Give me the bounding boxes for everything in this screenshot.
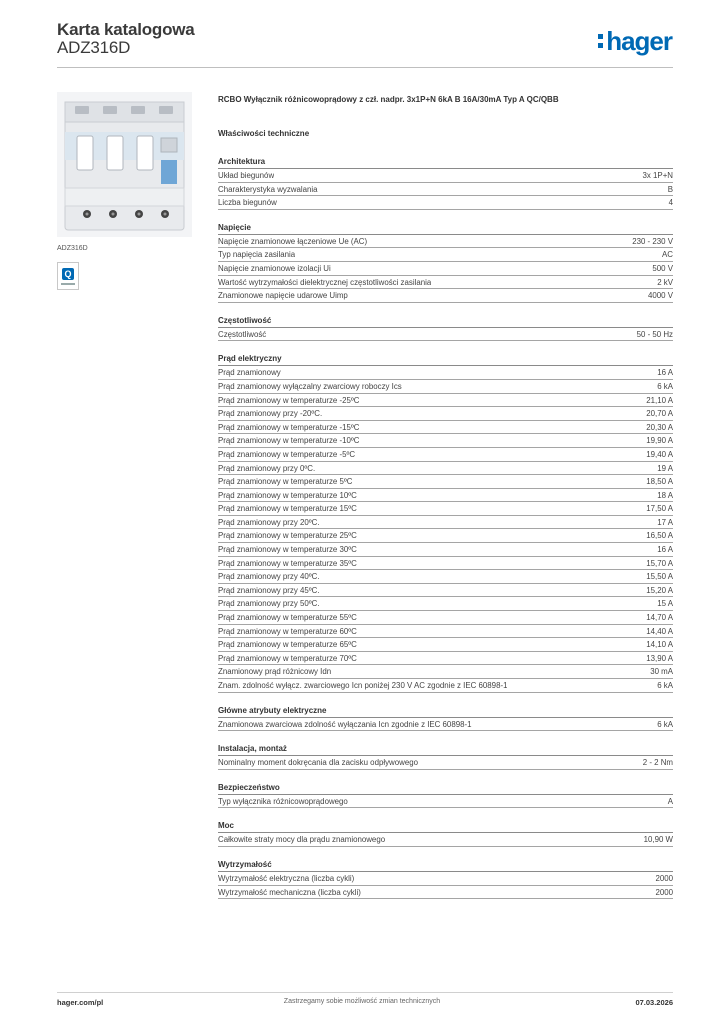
spec-value: 4 (668, 198, 673, 208)
product-heading: RCBO Wyłącznik różnicowoprądowy z czł. nadpr. 3x1P+N 6kA B 16A/30mA Typ A QC/QBB (218, 95, 559, 104)
spec-row (218, 886, 673, 900)
spec-row (218, 679, 673, 693)
spec-value: 19,40 A (646, 449, 673, 459)
spec-label: Charakterystyka wyzwalania (218, 184, 318, 194)
spec-content (218, 95, 673, 899)
document-title: Karta katalogowa (57, 20, 195, 39)
spec-label: Prąd znamionowy w temperaturze -15ºC (218, 422, 360, 432)
spec-section (218, 859, 673, 899)
spec-section (218, 222, 673, 303)
section-title: Moc (218, 820, 673, 833)
footer-divider (57, 992, 673, 993)
spec-value: 18,50 A (646, 477, 673, 487)
spec-row (218, 665, 673, 679)
spec-label: Znamionowa zwarciowa zdolność wyłączania Icn zgodnie z IEC 60898-1 (218, 719, 472, 729)
spec-value: 6 kA (657, 681, 673, 690)
spec-value: 50 - 50 Hz (636, 329, 673, 339)
spec-row (218, 543, 673, 557)
hager-logo[interactable] (598, 28, 672, 54)
section-title: Główne atrybuty elektryczne (218, 705, 673, 718)
spec-row (218, 597, 673, 611)
spec-value: 6 kA (657, 381, 673, 391)
spec-row (218, 833, 673, 847)
spec-row (218, 718, 673, 732)
spec-label: Prąd znamionowy w temperaturze -5ºC (218, 449, 356, 459)
spec-value: B (667, 184, 673, 194)
spec-value: 16 A (657, 368, 673, 378)
spec-value: 14,40 A (646, 626, 673, 636)
tech-properties-heading: Właściwości techniczne (218, 129, 310, 138)
spec-label: Typ wyłącznika różnicowoprądowego (218, 796, 348, 806)
spec-value: 14,70 A (646, 613, 673, 623)
spec-section (218, 353, 673, 692)
spec-label: Prąd znamionowy przy 40ºC. (218, 572, 320, 582)
spec-label: Prąd znamionowy przy 45ºC. (218, 585, 320, 595)
spec-value: 6 kA (657, 719, 673, 729)
spec-row (218, 625, 673, 639)
spec-value: 16 A (657, 545, 673, 555)
spec-value: 4000 V (647, 291, 673, 301)
spec-row (218, 421, 673, 435)
product-image (57, 92, 192, 237)
spec-value: 10,90 W (643, 835, 673, 845)
spec-label: Prąd znamionowy w temperaturze 65ºC (218, 640, 357, 650)
spec-label: Prąd znamionowy wyłączalny zwarciowy roboczy Ics (218, 381, 402, 391)
spec-row (218, 795, 673, 809)
spec-row (218, 652, 673, 666)
spec-value: 19 A (657, 463, 673, 473)
spec-value: 2 - 2 Nm (642, 758, 673, 768)
footer-website-link[interactable]: hager.com/pl (57, 998, 104, 1007)
spec-label: Nominalny moment dokręcania dla zacisku odpływowego (218, 758, 418, 768)
spec-value: 15 A (657, 599, 673, 609)
spec-label: Prąd znamionowy przy 50ºC. (218, 599, 320, 609)
spec-row (218, 756, 673, 770)
spec-label: Prąd znamionowy w temperaturze 5ºC (218, 477, 353, 487)
spec-label: Liczba biegunów (218, 198, 277, 208)
product-code: ADZ316D (57, 38, 131, 57)
spec-row (218, 570, 673, 584)
spec-value: 500 V (652, 263, 673, 273)
spec-row (218, 289, 673, 303)
spec-label: Prąd znamionowy w temperaturze -10ºC (218, 436, 360, 446)
spec-row (218, 557, 673, 571)
spec-value: 2 kV (657, 277, 673, 287)
spec-row (218, 380, 673, 394)
spec-row (218, 328, 673, 342)
spec-row (218, 462, 673, 476)
spec-row (218, 169, 673, 183)
spec-row (218, 366, 673, 380)
spec-row (218, 448, 673, 462)
section-title: Instalacja, montaż (218, 743, 673, 756)
spec-row (218, 502, 673, 516)
spec-value: 2000 (655, 887, 673, 897)
spec-row (218, 262, 673, 276)
spec-label: Wytrzymałość elektryczna (liczba cykli) (218, 873, 355, 883)
spec-label: Znamionowe napięcie udarowe Uimp (218, 291, 348, 301)
spec-row (218, 516, 673, 530)
spec-value: 19,90 A (646, 436, 673, 446)
section-title: Prąd elektryczny (218, 353, 673, 366)
spec-row (218, 196, 673, 210)
spec-label: Prąd znamionowy przy 20ºC. (218, 517, 320, 527)
spec-label: Napięcie znamionowe izolacji Ui (218, 263, 331, 273)
logo-dots-icon (598, 34, 604, 48)
spec-label: Prąd znamionowy w temperaturze 55ºC (218, 613, 357, 623)
spec-row (218, 584, 673, 598)
spec-value: 15,50 A (646, 572, 673, 582)
spec-label: Prąd znamionowy w temperaturze 10ºC (218, 490, 357, 500)
logo-text: hager (606, 26, 672, 56)
spec-row (218, 475, 673, 489)
section-title: Bezpieczeństwo (218, 782, 673, 795)
header-divider (57, 67, 673, 68)
section-title: Wytrzymałość (218, 859, 673, 872)
spec-label: Całkowite straty mocy dla prądu znamionowego (218, 835, 386, 845)
spec-value: 20,30 A (646, 422, 673, 432)
spec-row (218, 394, 673, 408)
spec-row (218, 276, 673, 290)
spec-label: Wartość wytrzymałości dielektrycznej częstotliwości zasilania (218, 277, 432, 287)
spec-label: Prąd znamionowy przy 0ºC. (218, 463, 316, 473)
section-title: Częstotliwość (218, 315, 673, 328)
spec-label: Wytrzymałość mechaniczna (liczba cykli) (218, 887, 361, 897)
spec-row (218, 248, 673, 262)
spec-row (218, 529, 673, 543)
spec-row (218, 434, 673, 448)
spec-value: 13,90 A (646, 653, 673, 663)
spec-label: Znam. zdolność wyłącz. zwarciowego Icn poniżej 230 V AC zgodnie z IEC 60898-1 (218, 681, 508, 690)
spec-label: Prąd znamionowy w temperaturze 30ºC (218, 545, 357, 555)
spec-value: 3x 1P+N (642, 171, 673, 180)
spec-value: 20,70 A (646, 409, 673, 419)
spec-label: Układ biegunów (218, 171, 275, 180)
spec-label: Prąd znamionowy w temperaturze 25ºC (218, 531, 357, 541)
spec-value: A (667, 796, 673, 806)
spec-value: 15,20 A (646, 585, 673, 595)
spec-value: 15,70 A (646, 558, 673, 568)
quality-certificate-icon: Q (57, 262, 79, 290)
spec-label: Typ napięcia zasilania (218, 250, 296, 260)
spec-label: Prąd znamionowy w temperaturze -25ºC (218, 395, 360, 405)
spec-value: 17,50 A (646, 504, 673, 514)
spec-section (218, 156, 673, 210)
spec-sections (218, 156, 673, 899)
spec-label: Częstotliwość (218, 329, 267, 339)
spec-section (218, 820, 673, 847)
spec-section (218, 743, 673, 770)
spec-value: 2000 (655, 873, 673, 883)
footer-note: Zastrzegamy sobie możliwość zmian technicznych (283, 998, 441, 1005)
spec-value: 30 mA (650, 667, 673, 677)
spec-value: 18 A (657, 490, 673, 500)
rcbo-device-icon (57, 92, 192, 237)
spec-value: 21,10 A (646, 395, 673, 405)
spec-value: 16,50 A (646, 531, 673, 541)
spec-row (218, 183, 673, 197)
spec-label: Znamionowy prąd różnicowy Idn (218, 667, 332, 677)
spec-section (218, 315, 673, 342)
spec-row (218, 407, 673, 421)
spec-label: Prąd znamionowy (218, 368, 281, 378)
spec-row (218, 235, 673, 249)
product-image-column (57, 92, 192, 290)
spec-label: Napięcie znamionowe łączeniowe Ue (AC) (218, 236, 368, 246)
spec-label: Prąd znamionowy w temperaturze 70ºC (218, 653, 357, 663)
spec-label: Prąd znamionowy w temperaturze 60ºC (218, 626, 357, 636)
section-title: Architektura (218, 156, 673, 169)
footer-date: 07.03.2026 (635, 998, 673, 1007)
section-title: Napięcie (218, 222, 673, 235)
spec-value: 17 A (657, 517, 673, 527)
image-caption: ADZ316D (57, 245, 88, 252)
spec-row (218, 611, 673, 625)
spec-value: 230 - 230 V (632, 236, 673, 246)
spec-label: Prąd znamionowy przy -20ºC. (218, 409, 323, 419)
spec-label: Prąd znamionowy w temperaturze 15ºC (218, 504, 357, 514)
spec-section (218, 782, 673, 809)
spec-value: 14,10 A (646, 640, 673, 650)
spec-section (218, 705, 673, 732)
spec-label: Prąd znamionowy w temperaturze 35ºC (218, 558, 357, 568)
spec-row (218, 489, 673, 503)
spec-value: AC (662, 250, 673, 260)
spec-row (218, 638, 673, 652)
spec-row (218, 872, 673, 886)
